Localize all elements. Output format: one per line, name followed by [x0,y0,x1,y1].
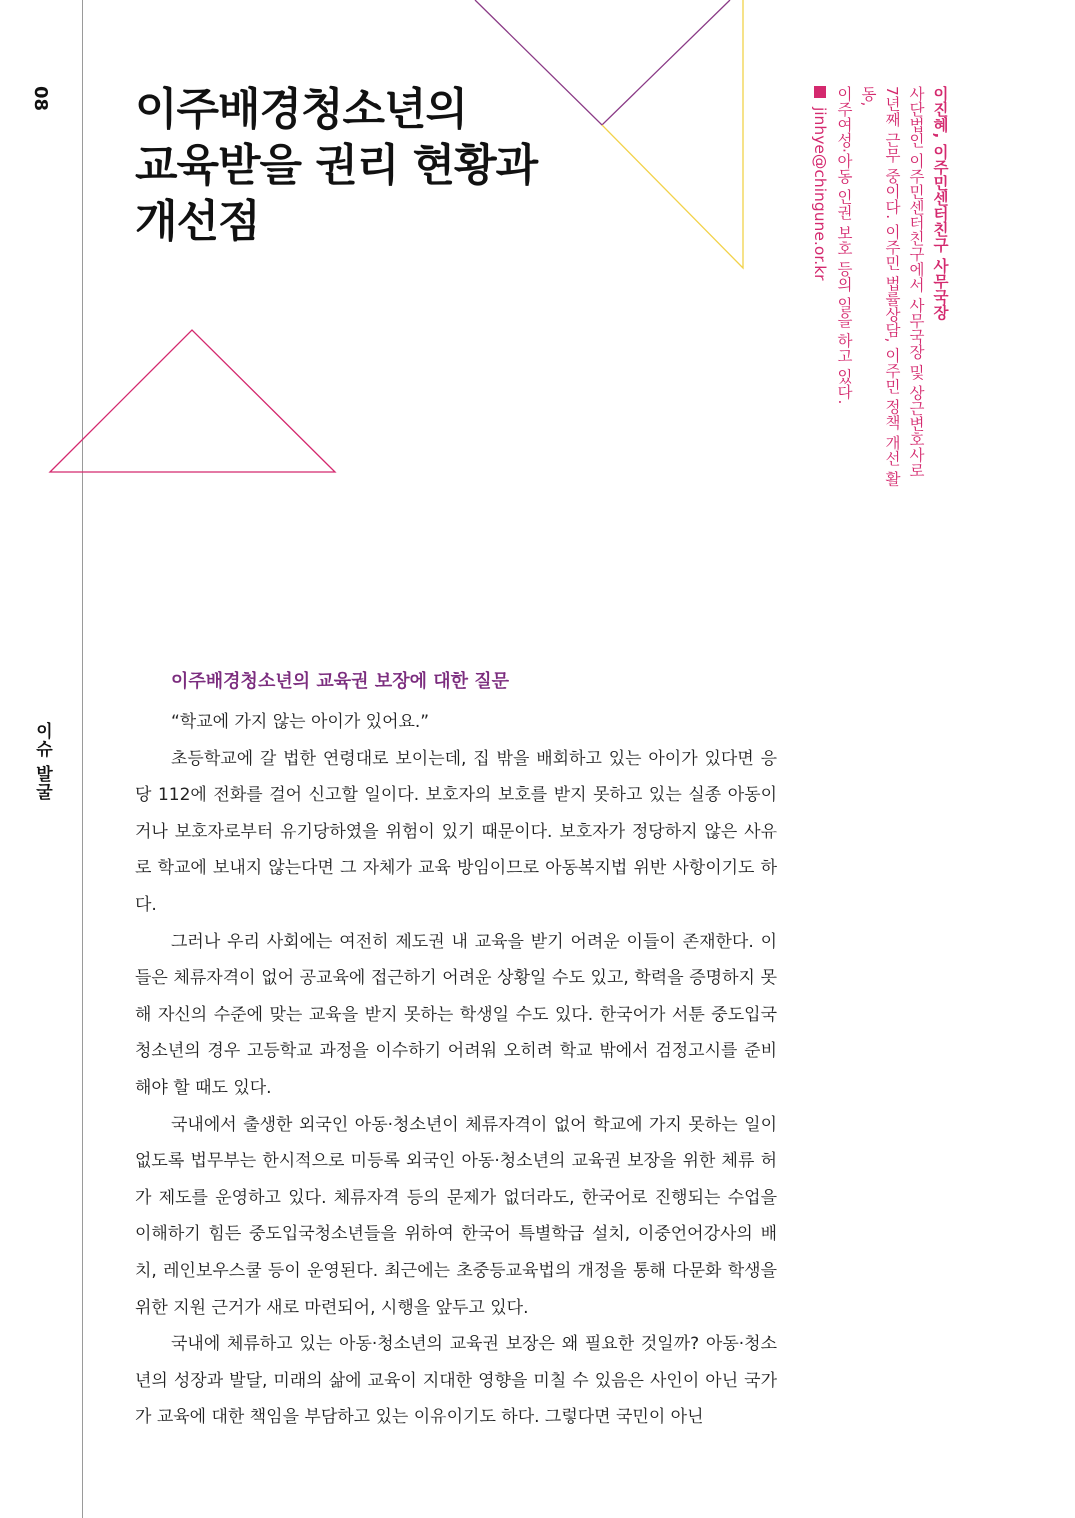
body-paragraph: 국내에서 출생한 외국인 아동·청소년이 체류자격이 없어 학교에 가지 못하는 일이 없도록 법무부는 한시적으로 미등록 외국인 아동·청소년의 교육권 보장을 위한 체류 허가 제도를 운영하고 있다. 체류자격 등의 문제가 없더라도, 한국어로 진행되는 수업을 이해하기 힘든 중도입국청소년들을 위하여 한국어 특별학급 설치, 이중언어강사의 배치, 레인보우스쿨 등이 운영된다. 최근에는 초중등교육법의 개정을 통해 다문화 학생을 위한 지원 근거가 새로 마련되어, 시행을 앞두고 있다. [135,1114,777,1318]
author-email[interactable]: jinhye@chingune.or.kr [811,106,829,281]
article-body [135,664,777,1436]
title-line: 이주배경청소년의 [135,84,468,135]
author-email-row [808,86,832,506]
body-paragraph: 초등학교에 갈 법한 연령대로 보이는데, 집 밖을 배회하고 있는 아이가 있다면 응당 112에 전화를 걸어 신고할 일이다. 보호자의 보호를 받지 못하고 있는 실종 아동이거나 보호자로부터 유기당하였을 위험이 있기 때문이다. 보호자가 정당하지 않은 사유로 학교에 보내지 않는다면 그 자체가 교육 방임이므로 아동복지법 위반 사항이기도 하다. [135,748,777,915]
title-line: 교육받을 권리 현황과 [135,140,538,191]
body-paragraph: 국내에 체류하고 있는 아동·청소년의 교육권 보장은 왜 필요한 것일까? 아동·청소년의 성장과 발달, 미래의 삶에 교육이 지대한 영향을 미칠 수 있음은 사인이 아닌 국가가 교육에 대한 책임을 부담하고 있는 이유이기도 하다. 그렇다면 국민이 아닌 [135,1334,777,1428]
author-bio-line: 7년째 근무 중이다. 이주민 법률상담, 이주민 정책 개선 활동, [859,86,901,487]
mail-icon [814,86,826,98]
author-bio-line: 이주여성·아동 인권 보호 등의 일을 하고 있다. [835,86,853,405]
yellow-triangle [602,0,743,268]
body-paragraph: 그러나 우리 사회에는 여전히 제도권 내 교육을 받기 어려운 이들이 존재한다. 이들은 체류자격이 없어 공교육에 접근하기 어려운 상황일 수도 있고, 학력을 증명하지 못해 자신의 수준에 맞는 교육을 받지 못하는 학생일 수도 있다. 한국어가 서툰 중도입국청소년의 경우 고등학교 과정을 이수하기 어려워 오히려 학교 밖에서 검정고시를 준비해야 할 때도 있다. [135,931,777,1098]
section-subheading: 이주배경청소년의 교육권 보장에 대한 질문 [171,671,510,692]
author-info [808,86,952,506]
title-line: 개선점 [135,196,260,247]
article-title [135,82,575,250]
section-label: 이슈 발굴 [32,722,52,801]
author-name: 이진혜, 이주민센터친구 사무국장 [931,86,949,320]
page-number: 08 [30,86,51,112]
pink-triangle [50,330,335,472]
opening-quote: “학교에 가지 않는 아이가 있어요.” [171,712,430,732]
author-bio-line: 사단법인 이주민센터친구에서 사무국장 및 상근변호사로 [907,86,925,478]
